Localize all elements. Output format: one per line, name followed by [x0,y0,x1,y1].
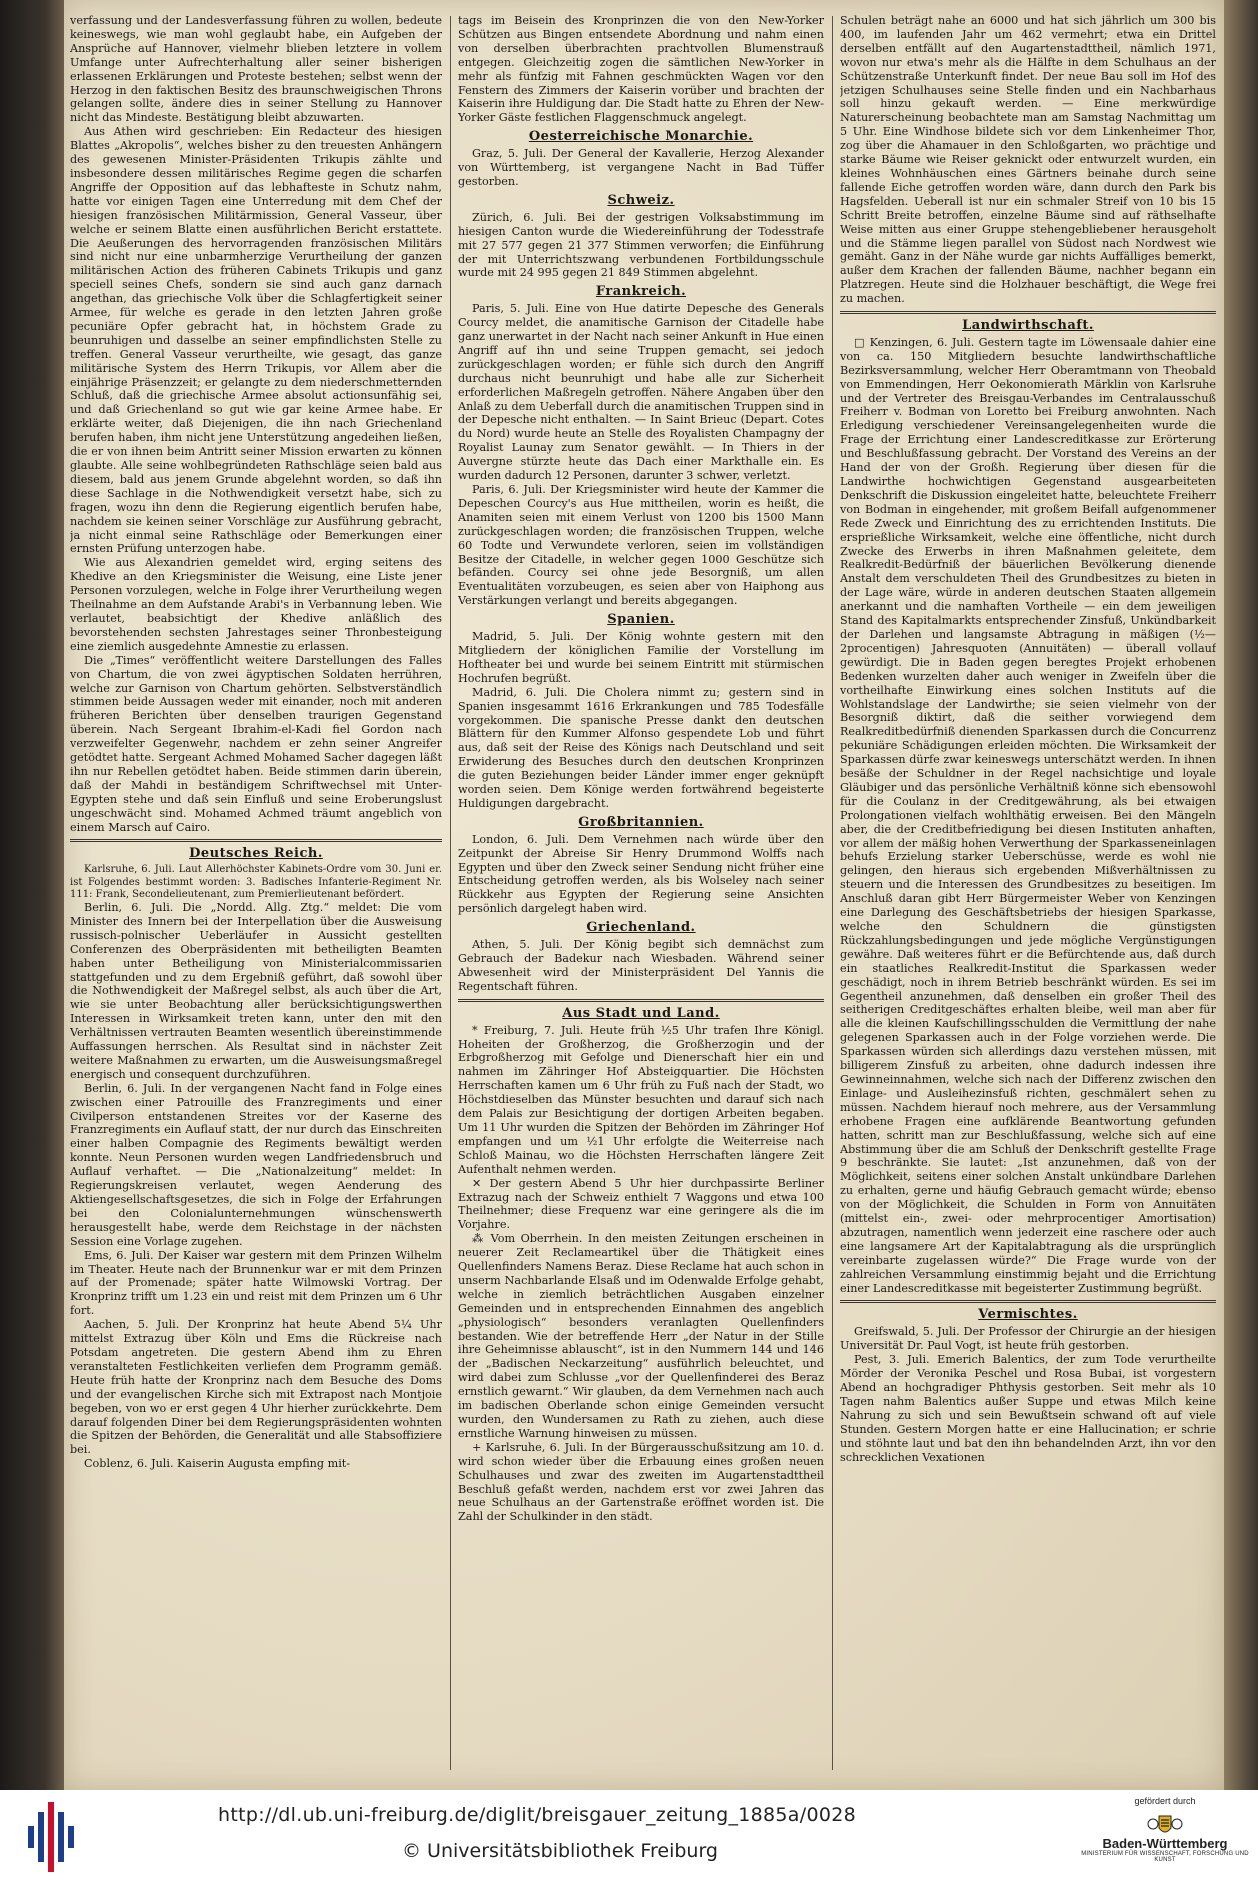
section-divider [840,1300,1216,1303]
article-paragraph: London, 6. Juli. Dem Vernehmen nach würde über den Zeitpunkt der Abreise Sir Henry Drummond Wolffs nach Egypten und über den Zweck seiner Sendung nicht früher eine Entscheidung getroffen werden, als bis Wolseley nach seiner Rückkehr aus Egypten der Regierung seine Ansichten persönlich dargelegt haben wird. [458,832,824,916]
article-paragraph: Graz, 5. Juli. Der General der Kavallerie, Herzog Alexander von Württemberg, ist vergangene Nacht in Bad Tüffer gestorben. [458,147,824,188]
book-binding-edge [0,0,64,1790]
article-paragraph: □ Kenzingen, 6. Juli. Gestern tagte im Löwensaale dahier eine von ca. 150 Mitgliedern besuchte landwirthschaftliche Bezirksversammlung, welcher Herr Oberamtmann von Theobald von Emmendingen, Herr Oekonomierath Märklin von Karlsruhe und der Vertreter des Breisgau-Verbandes im Centralausschuß Freiherr v. Bodman von Loretto bei Freiburg anwohnten. Nach Erledigung verschiedener Vereinsangelegenheiten wurde die Frage der Errichtung einer Landescreditkasse zur Erörterung und Beschlußfassung gebracht. Der Vorstand des Vereins an der Hand der von der Großh. Regierung über diesen für die Landwirthe hochwichtigen Gegenstand ausgearbeiteten Denkschrift die Diskussion eingeleitet hatte, beleuchtete Freiherr von Bodman in eingehender, mit großem Beifall aufgenommener Rede Zweck und Einrichtung des zu errichtenden Instituts. Die ersprießliche Wirksamkeit, welche eine öffentliche, nicht durch Zwecke des Erwerbs in ihren Maßnahmen geleitete, dem Realkredit-Bedürfniß der bäuerlichen Bevölkerung dienende Anstalt dem verschuldeten Theil des Grundbesitzes zu bieten in der Lage wäre, würde in anderen deutschen Staaten allgemein anerkannt und die namhaften Vortheile — ein dem jeweiligen Stand des Kapitalmarkts entsprechender Zinsfuß, Unkündbarkeit der Darlehen und langsamste Abtragung in mäßigen (½—2procentigen) Jahresquoten (Annuitäten) — überall vollauf gewürdigt. Die in Baden gegen beregtes Projekt erhobenen Bedenken wurzelten daher auch weniger in Zweifeln über die vortheilhafte Einwirkung eines solchen Instituts auf die Wohlstandslage der Landwirthe; sie seien vielmehr von der Besorgniß diktirt, daß die seither vorwiegend dem Realkreditbedürfniß dienenden Sparkassen durch die Concurrenz pekuniäre Schädigungen erleiden möchten. Die Wirksamkeit der Sparkassen dürfe zwar keineswegs unterschätzt werden. In ihnen besäße der Schuldner in der Regel nachsichtige und loyale Gläubiger und das persönliche Verhältniß könne sich ebensowohl für die Coulanz in der Creditgewährung, als bei etwaigen Prolongationen vielfach wohlthätig erweisen. Bei den Mängeln aber, die der Creditbefriedigung bei diesen Instituten anhaften, vor allem der mäßig hohen Verwerthung der Sparkasseneinlagen behufs Erzielung starker Ueberschüsse, werde es wohl nie gelingen, den hieraus sich ergebenden Mißverhältnissen zu steuern und die Interessen des Grundbesitzes zu beseitigen. Im Anschluß daran gibt Herr Bürgermeister Weber von Kenzingen eine Darlegung des Geschäftsbetriebs der hiesigen Sparkasse, welche den Schuldnern die günstigsten Rückzahlungsbedingungen und jede mögliche Vergünstigungen gewähre. Daß weiteres führt er die Befürchtende aus, daß durch ein staatliches Realkredit-Institut die Sparkassen weder geschädigt, noch in ihrem Betrieb beschränkt würden. Es sei im Gegentheil anzunehmen, daß denselben ein großer Theil des seitherigen Creditgeschäftes erhalten bleibe, weil man aber für alle die kleinen Kaufschillingsschulden die Vermittlung der nahe gelegenen Sparkassen auch in der Folge vorziehen werde. Die Sparkassen würden sich allerdings dazu verstehen müssen, mit billigerem Zinsfuß zu arbeiten, ohne dadurch indessen ihre Gewinneinnahmen, welche sich nach der Differenz zwischen den Einlage- und Ausleihezinsfuß richten, geschmälert sehen zu müssen. Nachdem hierauf noch mehrere, aus der Versammlung erhobene Fragen eine aufklärende Beantwortung gefunden hatten, schritt man zur Beschlußfassung, welche sich auf eine Abstimmung über die am Schluß der Denkschrift gestellte Frage 9 beschränkte. Sie lautet: „Ist anzunehmen, daß von der Möglichkeit, seitens einer solchen Anstalt unkündbare Darlehen zu erhalten, gerne und häufig Gebrauch gemacht würde; ebenso von der Möglichkeit, die Schulden in Form von Annuitäten (mittelst ein-, zwei- oder mehrprocentiger Amortisation) abzutragen, namentlich wenn jederzeit eine raschere oder auch eine langsamere Art der Kapitalabtragung als die ursprünglich vereinbarte zugelassen würde?“ Die Frage wurde von der zahlreichen Versammlung einstimmig bejaht und die Errichtung einer Landescreditkasse mit begeisterter Zustimmung begrüßt. [840,335,1216,1295]
section-heading: Landwirthschaft. [962,318,1094,334]
column-separator [450,16,451,1770]
copyright-notice: © Universitätsbibliothek Freiburg [402,1840,718,1862]
column-separator [832,16,833,1770]
funder-logo [1080,1796,1250,1863]
section-heading: Schweiz. [607,192,675,208]
article-paragraph: Coblenz, 6. Juli. Kaiserin Augusta empfing mit- [84,1457,351,1471]
page-right-edge [1224,0,1258,1790]
funder-line: gefördert durch [1134,1796,1196,1806]
article-paragraph: Madrid, 6. Juli. Die Cholera nimmt zu; gestern sind in Spanien insgesammt 1616 Erkrankungen und 785 Todesfälle vorgekommen. Die spanische Presse dankt den deutschen Blättern für den Kummer Alfonso gespendete Lob und führt aus, daß seit der Reise des Königs nach Deutschland und seit Erwiderung des Besuches durch den deutschen Kronprinzen die guten Beziehungen beider Länder immer enger geknüpft worden seien. Dem Könige werden fortwährend begeisterte Huldigungen dargebracht. [458,685,824,810]
article-paragraph: Aus Athen wird geschrieben: Ein Redacteur des hiesigen Blattes „Akropolis“, welches bisher zu den treuesten Anhängern des gewesenen Minister-Präsidenten Trikupis zählte und insbesondere dessen militärisches Regime gegen die scharfen Angriffe der Opposition auf das lebhafteste in Schutz nahm, hatte vor einigen Tagen eine Unterredung mit dem Chef der hiesigen französischen Militärmission, General Vasseur, über welche er seinem Blatte einen ausführlichen Bericht erstattete. Die Aeußerungen des hervorragenden französischen Militärs sind nicht nur eine unbarmherzige Verurtheilung der ganzen militärischen Action des früheren Cabinets Trikupis und ganz speciell seines Chefs, sondern sie sind auch ganz darnach angethan, das griechische Volk über die Schlagfertigkeit seiner Armee, für welche es gerade in den letzten Jahren große pecuniäre Opfer gebracht hat, in höchstem Grade zu beunruhigen und dasselbe an seiner empfindlichsten Stelle zu treffen. General Vasseur verurtheilte, wie gesagt, das ganze militärische System des Herrn Trikupis, vor Allem aber die einjährige Präsenzzeit; er gelangte zu dem niederschmetternden Schluß, daß die griechische Armee absolut actionsunfähig sei, und daß Griechenland so gut wie gar keine Armee habe. Er erklärte weiter, daß Diejenigen, die ihn nach Griechenland berufen haben, ihm nicht jene Unterstützung angedeihen ließen, die er von ihnen beim Antritt seiner Mission erwarten zu können glaubte. Alle seine wohlbegründeten Rathschläge seien bald aus diesem, bald aus jenem Grunde abgelehnt worden, so daß ihn diese Sachlage in die Nothwendigkeit versetzt habe, sich zu fragen, wozu ihn denn die Regierung eigentlich berufen habe, nachdem sie keinen seiner Vorschläge zur Ausführung gebracht, ja nicht einmal seine Rathschläge oder Bemerkungen einer ernsten Prüfung unterzogen habe. [70,125,442,556]
section-heading: Frankreich. [595,284,687,300]
article-paragraph: Zürich, 6. Juli. Bei der gestrigen Volksabstimmung im hiesigen Canton wurde die Wiedereinführung der Todesstrafe mit 27 577 gegen 21 377 Stimmen verworfen; die Einführung der mit Unterrichtszwang verbundenen Fortbildungsschule wurde mit 24 995 gegen 21 849 Stimmen abgelehnt. [458,210,824,280]
column-1 [70,14,442,1780]
article-paragraph: ⁂ Vom Oberrhein. In den meisten Zeitungen erscheinen in neuerer Zeit Reclameartikel über die Thätigkeit eines Quellenfinders Namens Beraz. Diese Reclame hat auch schon in unserm Nachbarlande Elsaß und im Odenwalde Erfolge gehabt, welche in ziemlich beträchtlichen Ausgaben einzelner Gemeinden und in entsprechenden Einnahmen des angeblich „physiologisch“ besonders veranlagten Quellenfinders bestanden. Wie der betreffende Herr „der Natur in der Stille ihre Geheimnisse ablauscht“, ist in den Nummern 144 und 146 der „Badischen Neckarzeitung“ ausführlich beleuchtet, und wird dabei zum Schlusse „vor der Quellenfinderei des Beraz ernstlich gewarnt.“ Wir glauben, da dem Vernehmen nach auch im badischen Oberlande schon einige Gemeinden versucht wurden, den Wundersamen zu Rath zu ziehen, auch diese ernstliche Warnung hinweisen zu müssen. [458,1232,824,1440]
article-paragraph: Die „Times“ veröffentlicht weitere Darstellungen des Falles von Chartum, die von zwei ägyptischen Soldaten herrühren, welche zur Garnison von Chartum gehörten. Selbstverständlich stimmen beide Aussagen weder mit einander, noch mit anderen früheren Berichten über denselben traurigen Gegenstand überein. Nach Sergeant Ibrahim-el-Kadi fiel Gordon nach verzweifelter Gegenwehr, nachdem er zehn seiner Angreifer getödtet hatte. Sergeant Achmed Mohamed Sacher dagegen läßt ihn nur Rebellen getödtet haben. Beide stimmen darin überein, daß der Mahdi in beständigem Schriftwechsel mit Unter-Egypten stehe und daß sein Einfluß und seine Eroberungslust ungeschwächt sind. Mohamed Achmed träumt angeblich von einem Marsch auf Cairo. [70,653,442,834]
article-paragraph: Athen, 5. Juli. Der König begibt sich demnächst zum Gebrauch der Badekur nach Wiesbaden. Während seiner Abwesenheit wird der Ministerpräsident Del Yannis die Regentschaft führen. [458,938,824,993]
article-paragraph: Karlsruhe, 6. Juli. Laut Allerhöchster Kabinets-Ordre vom 30. Juni er. ist Folgendes bestimmt worden: 3. Badisches Infanterie-Regiment Nr. 111: Frank, Secondelieutenant, zum Premierlieutenant befördert. [70,864,442,900]
column-3 [840,14,1216,1780]
section-divider [458,999,824,1002]
university-library-logo-icon [22,1802,82,1872]
article-paragraph: verfassung und der Landesverfassung führen zu wollen, bedeute keineswegs, wie man wohl geglaubt habe, ein Aufgeben der Ansprüche auf Hannover, vielmehr blieben letztere in vollem Umfange unter Aufrechterhaltung aller seiner bisherigen erlassenen Erklärungen und Proteste bestehen; selbst wenn der Herzog in den faktischen Besitz des braunschweigischen Throns gelangen sollte, ändere dies in seiner Stellung zu Hannover nicht das Mindeste. Bestätigung bleibt abzuwarten. [70,14,442,125]
funder-ministry: MINISTERIUM FÜR WISSENSCHAFT, FORSCHUNG UND KUNST [1081,1851,1249,1863]
state-crest-icon [1145,1812,1185,1840]
section-heading: Großbritannien. [578,814,704,830]
article-paragraph: * Freiburg, 7. Juli. Heute früh ½5 Uhr trafen Ihre Königl. Hoheiten der Großherzog, die Großherzogin und der Erbgroßherzog mit Gefolge und Dienerschaft hier ein und nahmen im Zähringer Hof Absteigquartier. Die Höchsten Herrschaften kamen um 6 Uhr früh zu Fuß nach der Stadt, wo Höchstdieselben das Münster besuchten und darauf sich nach dem Palais zur Besichtigung der dortigen Arbeiten begaben. Um 11 Uhr wurden die Spitzen der Behörden im Zähringer Hof empfangen und um ½1 Uhr erfolgte die Weiterreise nach Schloß Mainau, wo die Höchsten Herrschaften längere Zeit Aufenthalt nehmen werden. [458,1023,824,1176]
section-heading: Aus Stadt und Land. [562,1005,720,1021]
newspaper-page [64,0,1224,1790]
article-paragraph: + Karlsruhe, 6. Juli. In der Bürgerausschußsitzung am 10. d. wird schon wieder über die Erbauung eines großen neuen Schulhauses und zwar des zweiten im Augartenstadttheil Beschluß gefaßt werden, nachdem erst vor zwei Jahren das neue Schulhaus an der Gartenstraße eröffnet worden ist. Die Zahl der Schulkinder in den städt. [458,1440,824,1524]
article-paragraph: Aachen, 5. Juli. Der Kronprinz hat heute Abend 5¼ Uhr mittelst Extrazug über Köln und Ems die Rückreise nach Potsdam angetreten. Die gestern Abend ihm zu Ehren veranstalteten Festlichkeiten verliefen dem Programm gemäß. Heute früh hatte der Kronprinz nach dem Besuche des Doms und der evangelischen Kirche sich mit Extrapost nach Montjoie begeben, von wo er erst gegen 4 Uhr hierher zurückkehrte. Dem darauf folgenden Diner bei dem Regierungspräsidenten wohnten die Spitzen der Behörden, die Generalität und alle Stabsoffiziere bei. [70,1318,442,1457]
article-paragraph: Wie aus Alexandrien gemeldet wird, erging seitens des Khedive an den Kriegsminister die Weisung, eine Liste jener Personen vorzulegen, welche in Folge ihrer Verurtheilung wegen Theilnahme an dem Aufstande Arabi's in Verbannung leben. Wie verlautet, beabsichtigt der Khedive anläßlich des bevorstehenden sechsten Jahrestages seiner Thronbesteigung eine ziemlich ausgedehnte Amnestie zu erlassen. [70,556,442,653]
article-paragraph: Paris, 6. Juli. Der Kriegsminister wird heute der Kammer die Depeschen Courcy's aus Hue mittheilen, worin es heißt, die Anamiten seien mit einem Verlust von 1200 bis 1500 Mann zurückgeschlagen worden; die französischen Truppen, welche 60 Todte und Verwundete verloren, seien im vollständigen Besitze der Citadelle, in welcher gegen 1000 Geschütze sich befänden. Courcy sei ohne jede Besorgniß, um allen Eventualitäten vorzubeugen, es seien aber von Haiphong aus Verstärkungen verlangt und bereits abgegangen. [458,483,824,608]
article-paragraph: ✕ Der gestern Abend 5 Uhr hier durchpassirte Berliner Extrazug nach der Schweiz enthielt 7 Waggons und etwa 100 Theilnehmer; diese Frequenz war eine geringere als die im Vorjahre. [458,1176,824,1232]
section-heading: Spanien. [607,612,675,628]
column-2 [458,14,824,1780]
document-url-link[interactable]: http://dl.ub.uni-freiburg.de/diglit/breisgauer_zeitung_1885a/0028 [218,1804,856,1826]
article-paragraph: Greifswald, 5. Juli. Der Professor der Chirurgie an der hiesigen Universität Dr. Paul Vogt, ist heute früh gestorben. [840,1325,1216,1353]
section-divider [70,839,442,842]
article-paragraph: Madrid, 5. Juli. Der König wohnte gestern mit den Mitgliedern der königlichen Familie der Vorstellung im Hoftheater bei und wurde bei seinem Eintritt mit stürmischen Hochrufen begrüßt. [458,630,824,685]
section-divider [840,311,1216,314]
section-heading: Oesterreichische Monarchie. [528,129,754,145]
viewer-footer [0,1790,1258,1884]
section-heading: Griechenland. [586,920,696,936]
section-heading: Vermischtes. [978,1307,1078,1323]
article-paragraph: tags im Beisein des Kronprinzen die von den New-Yorker Schützen aus Bingen entsendete Abordnung und nahm einen von derselben überbrachten prachtvollen Blumenstrauß entgegen. Gleichzeitig zogen die sämtlichen New-Yorker in mehr als fünfzig mit Fahnen geschmückten Wagen vor den Fenstern des Zimmers der Kaiserin vorüber und brachten der Kaiserin ihre Huldigung dar. Die Stadt hatte zu Ehren der New-Yorker Gäste festlichen Flaggenschmuck angelegt. [458,14,824,125]
section-heading: Deutsches Reich. [189,846,323,862]
article-paragraph: Berlin, 6. Juli. Die „Nordd. Allg. Ztg.“ meldet: Die vom Minister des Innern bei der Interpellation über die Ausweisung russisch-polnischer Ueberläufer in Aussicht gestellten Conferenzen des Oberpräsidenten mit betheiligten Beamten haben unter Betheiligung von Ministerialcommissarien stattgefunden und zu dem Ergebniß geführt, daß sowohl über die Nothwendigkeit der Maßregel selbst, als auch über die Art, wie sie unter Beobachtung aller berücksichtigungswerthen Interessen in Wirksamkeit treten kann, unter den mit den Verhältnissen vertrauten Beamten wesentlich übereinstimmende Auffassungen herrschen. Als Resultat sind in nächster Zeit weitere Maßnahmen zu erwarten, um die Ausweisungsmaßregel energisch und consequent durchzuführen. [70,900,442,1081]
funder-name: Baden-Württemberg [1102,1836,1228,1851]
article-paragraph: Pest, 3. Juli. Emerich Balentics, der zum Tode verurtheilte Mörder der Veronika Peschel und Rosa Bubai, ist vorgestern Abend an hochgradiger Phthysis gestorben. Seit mehr als 10 Tagen nahm Balentics außer Suppe und etwas Milch keine Nahrung zu sich und sein Bewußtsein schwand oft auf viele Stunden. Gestern Morgen hatte er eine Hallucination; er schrie und stöhnte laut und bat den ihn behandelnden Arzt, ihn vor den schrecklichen Vexationen [840,1353,1216,1464]
article-paragraph: Schulen beträgt nahe an 6000 und hat sich jährlich um 300 bis 400, im laufenden Jahr um 462 vermehrt; etwa ein Drittel derselben entfällt auf den Augartenstadttheil, nämlich 1971, wovon nur etwa's mehr als die Hälfte in dem Schulhaus an der Schützenstraße Unterkunft findet. Der neue Bau soll im Hof des jetzigen Schulhauses seine Stelle finden und ein Nachbarhaus soll hinzu gekauft werden. — Eine merkwürdige Naturerscheinung beobachtete man am Samstag Nachmittag um 5 Uhr. Eine Windhose bildete sich vor dem Linkenheimer Thor, zog über die Ahamauer in den Schloßgarten, wo prächtige und starke Bäume wie Reiser geknickt oder entwurzelt wurden, ein kleines Wohnhäuschen eines Gärtners beinahe durch seine fallende Eiche getroffen worden wäre, dann durch den Park bis Hagsfelden. Ueberall ist nur ein schmaler Streif von 10 bis 15 Schritt Breite betroffen, einzelne Bäume sind auf räthselhafte Weise mitten aus einer Gruppe stehengebliebener herausgeholt und die Stämme liegen parallel von Südost nach Nordwest wie gemäht. Ganz in der Nähe wurde gar nichts Auffälliges bemerkt, außer dem Krachen der fallenden Bäume, nachher begann ein Platzregen. Heute sind die Holzhauer beschäftigt, die Wege frei zu machen. [840,14,1216,306]
article-paragraph: Ems, 6. Juli. Der Kaiser war gestern mit dem Prinzen Wilhelm im Theater. Heute nach der Brunnenkur war er mit dem Prinzen auf der Promenade; später hatte Wilmowski Vortrag. Der Kronprinz trifft um 1.23 ein und reist mit dem Prinzen um 6 Uhr fort. [70,1248,442,1318]
article-paragraph: Paris, 5. Juli. Eine von Hue datirte Depesche des Generals Courcy meldet, die anamitische Garnison der Citadelle habe ganz unerwartet in der Nacht nach seiner Ankunft in Hue einen Angriff auf ihn und seine Truppen gemacht, sei jedoch zurückgeschlagen worden; er fühle sich durch den Angriff durchaus nicht beunruhigt und habe alle zur Sicherheit erforderlichen Maßregeln getroffen. Nähere Angaben über den Anlaß zu dem Ueberfall durch die anamitischen Truppen sind in der Depesche nicht enthalten. — In Saint Brieuc (Depart. Cotes du Nord) wurde heute an Stelle des Royalisten Champagny der Royalist Launay zum Senator gewählt. — In Thiers in der Auvergne stürzte heute das Dach einer Markthalle ein. Es wurden dadurch 12 Personen, darunter 3 schwer, verletzt. [458,302,824,483]
article-paragraph: Berlin, 6. Juli. In der vergangenen Nacht fand in Folge eines zwischen einer Patrouille des Franzregiments und einer Civilperson entstandenen Streites vor der Kaserne des Franzregiments ein Auflauf statt, der nur durch das Einschreiten einer halben Compagnie des Regiments bewältigt werden konnte. Neun Personen wurden wegen Landfriedensbruch und Auflauf verhaftet. — Die „Nationalzeitung“ meldet: In Regierungskreisen verlautet, wegen Aenderung des Aktiengesellschaftsgesetzes, die sich in Folge der Erfahrungen bei den Colonialunternehmungen wünschenswerth herausgestellt habe, werde dem Reichstage in der nächsten Session eine Vorlage zugehen. [70,1081,442,1248]
